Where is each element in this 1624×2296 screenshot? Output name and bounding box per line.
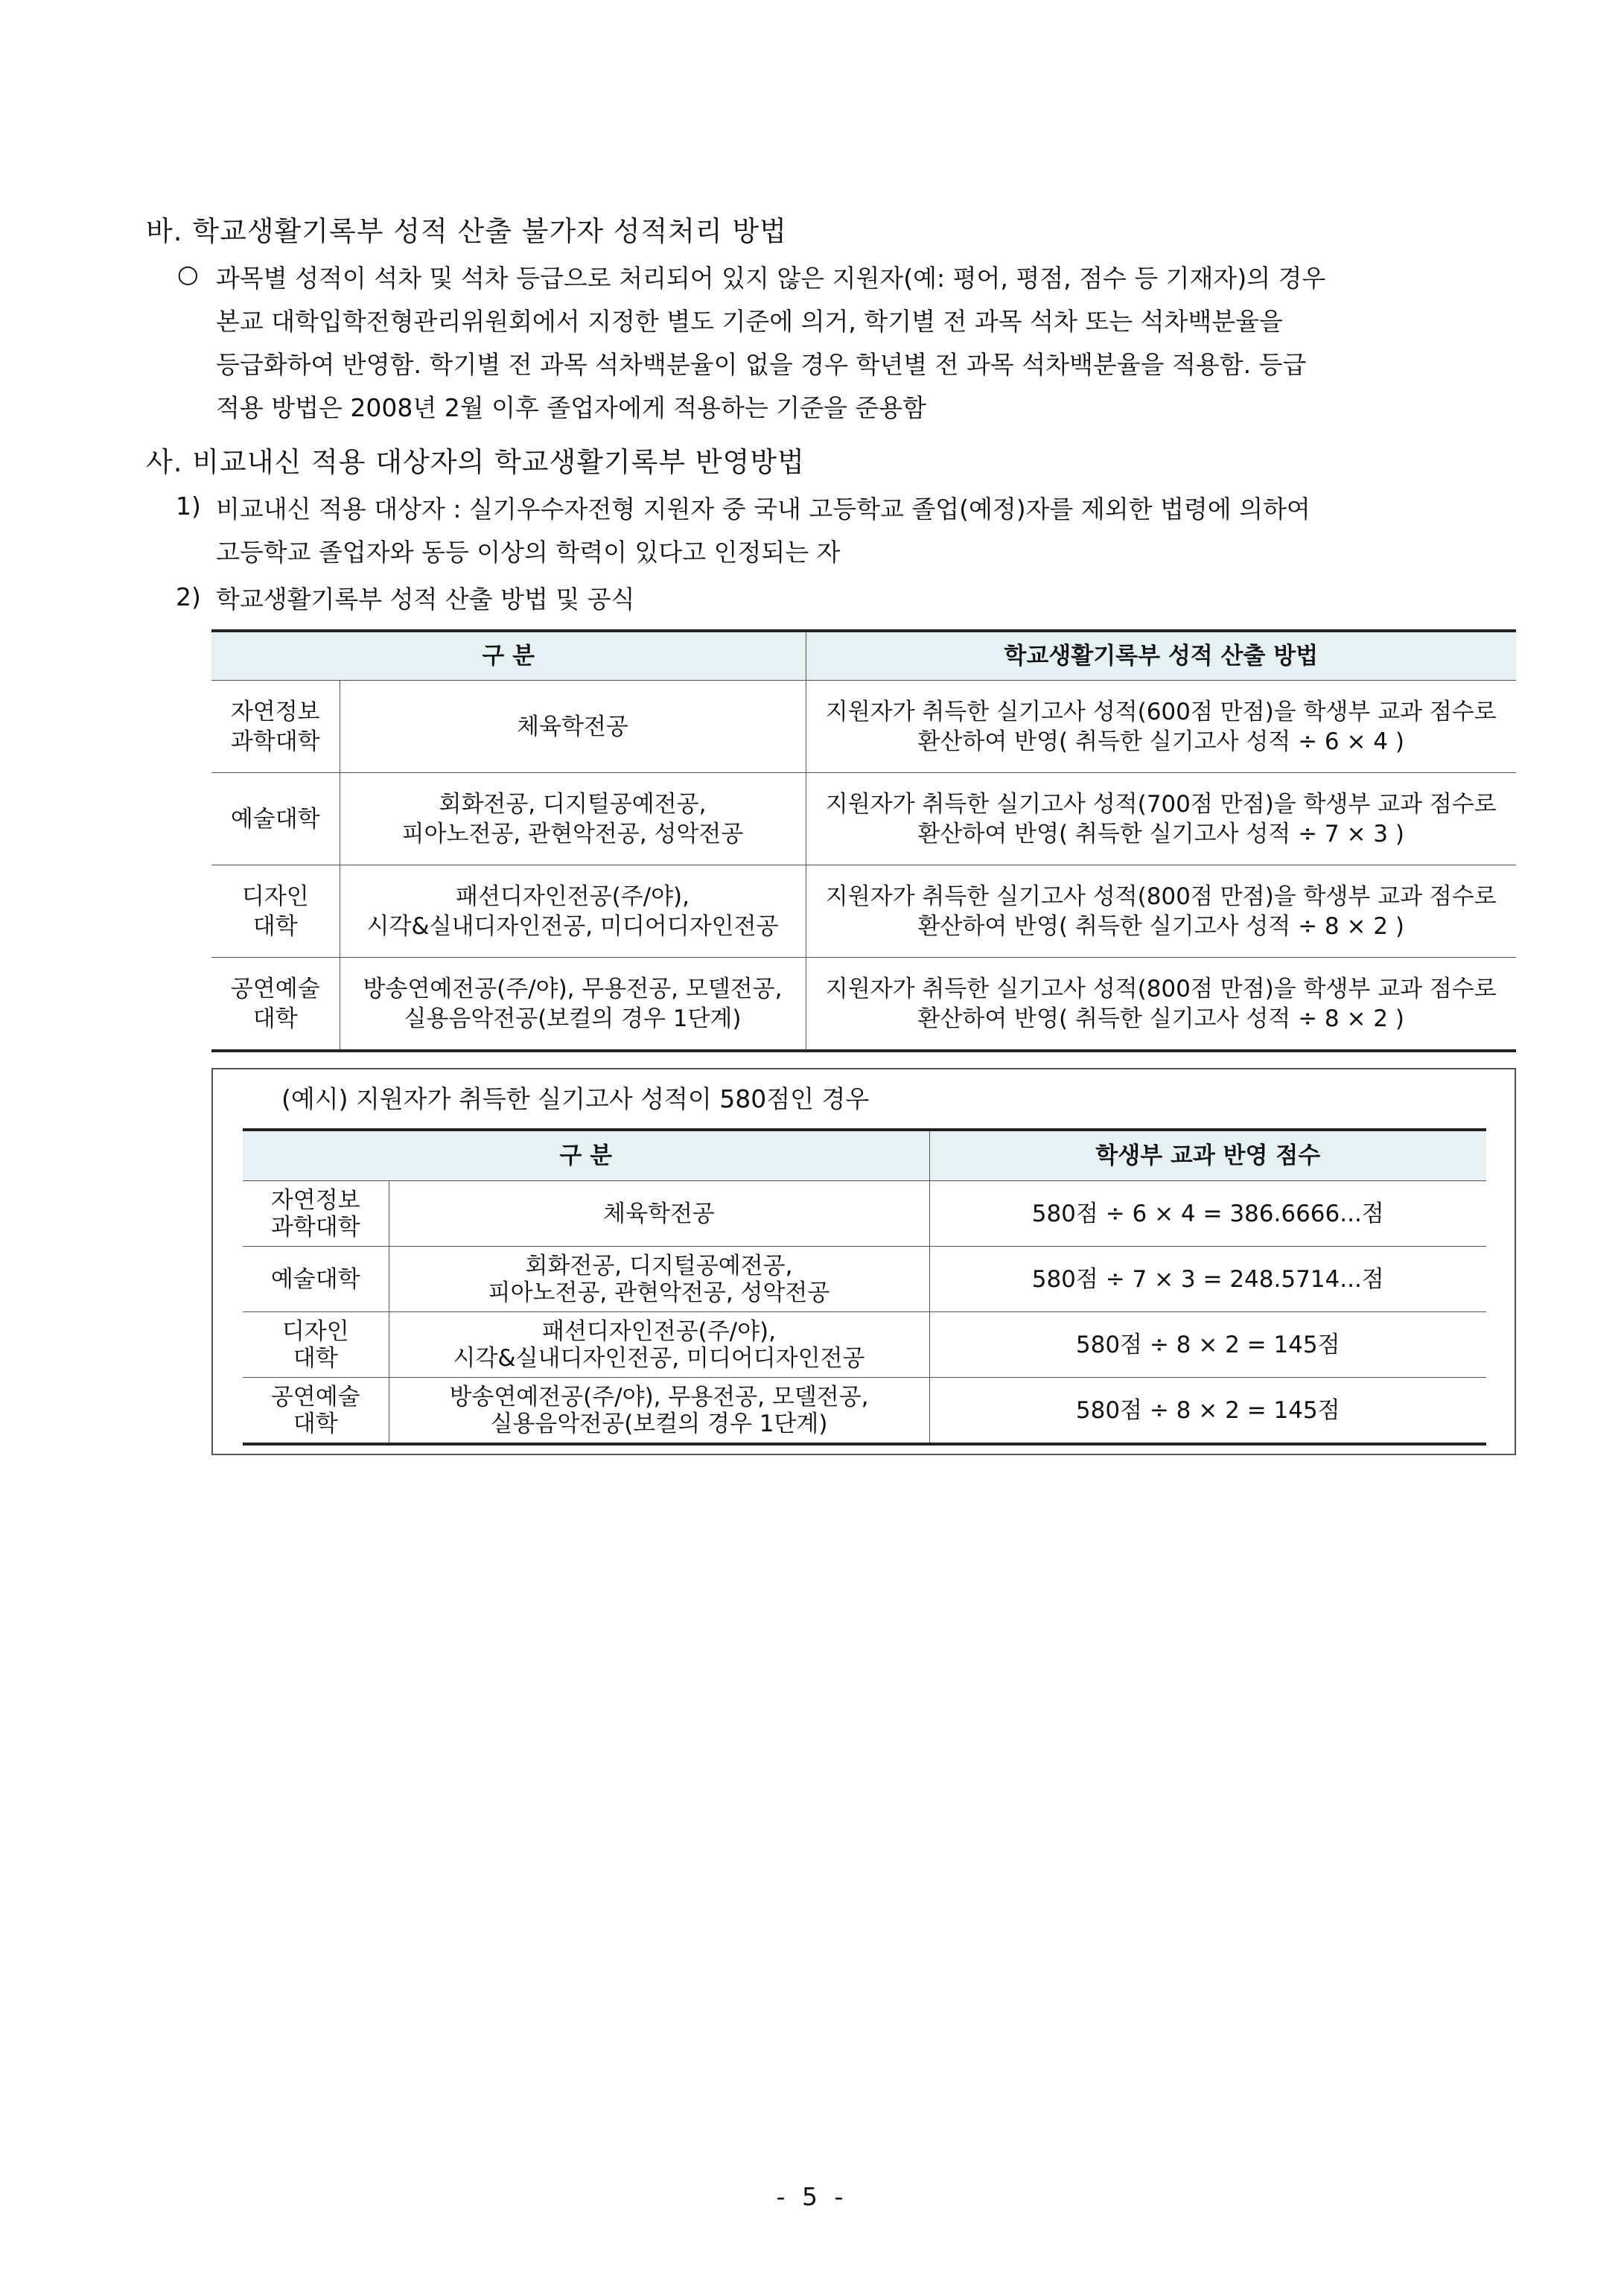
- major-text: 피아노전공, 관현악전공, 성악전공: [488, 1279, 830, 1306]
- major-cell: [340, 681, 806, 773]
- method-cell: [806, 773, 1516, 865]
- major-text: 회화전공, 디지털공예전공,: [525, 1252, 793, 1279]
- item1-line-2: 고등학교 졸업자와 동등 이상의 학력이 있다고 인정되는 자: [216, 538, 841, 567]
- method-text: 지원자가 취득한 실기고사 성적(800점 만점)을 학생부 교과 점수로: [825, 883, 1497, 910]
- method-text: 지원자가 취득한 실기고사 성적(600점 만점)을 학생부 교과 점수로: [825, 698, 1497, 725]
- major-text: 체육학전공: [603, 1200, 715, 1227]
- score-cell: 580점 ÷ 8 × 2 = 145점: [929, 1312, 1486, 1378]
- method-text: 환산하여 반영( 취득한 실기고사 성적 ÷ 8 × 2 ): [917, 912, 1404, 940]
- section-ba-line-4: 적용 방법은 2008년 2월 이후 졸업자에게 적용하는 기준을 준용함: [216, 393, 926, 422]
- major-cell: [340, 958, 806, 1052]
- college-text: 대학: [293, 1410, 338, 1437]
- major-text: 실용음악전공(보컬의 경우 1단계): [404, 1005, 742, 1032]
- college-cell: [243, 1181, 389, 1247]
- major-text: 체육학전공: [517, 713, 628, 740]
- college-cell: [243, 1378, 389, 1445]
- table-header-row: [211, 631, 1516, 681]
- header-category: 구 분: [211, 631, 806, 681]
- college-text: 예술대학: [230, 805, 320, 833]
- major-text: 회화전공, 디지털공예전공,: [439, 790, 707, 818]
- score-cell: 580점 ÷ 6 × 4 = 386.6666...점: [929, 1181, 1486, 1247]
- college-cell: [243, 1247, 389, 1312]
- score-cell: 580점 ÷ 7 × 3 = 248.5714...점: [929, 1247, 1486, 1312]
- college-text: 공연예술: [270, 1383, 360, 1411]
- table-row: [243, 1312, 1486, 1378]
- major-text: 패션디자인전공(주/야),: [542, 1317, 776, 1345]
- table-header-row: [243, 1130, 1486, 1181]
- college-text: 과학대학: [270, 1213, 360, 1241]
- college-text: 디자인: [241, 883, 309, 910]
- major-cell: [389, 1378, 929, 1445]
- header-score: 학생부 교과 반영 점수: [929, 1130, 1486, 1181]
- method-text: 환산하여 반영( 취득한 실기고사 성적 ÷ 7 × 3 ): [917, 820, 1404, 848]
- college-cell: [243, 1312, 389, 1378]
- college-text: 디자인: [281, 1317, 349, 1345]
- item2-text: 학교생활기록부 성적 산출 방법 및 공식: [216, 585, 635, 614]
- grade-calculation-table: [211, 629, 1516, 1052]
- method-text: 지원자가 취득한 실기고사 성적(700점 만점)을 학생부 교과 점수로: [825, 790, 1497, 818]
- bullet-circle: ○: [177, 259, 199, 288]
- major-text: 방송연예전공(주/야), 무용전공, 모델전공,: [363, 975, 783, 1002]
- page-number: - 5 -: [776, 2182, 848, 2211]
- table-row: [211, 773, 1516, 865]
- table-row: [243, 1247, 1486, 1312]
- college-text: 대학: [252, 1005, 298, 1032]
- header-category: 구 분: [243, 1130, 929, 1181]
- college-text: 자연정보: [270, 1186, 360, 1214]
- method-cell: [806, 865, 1516, 958]
- section-ba-line-3: 등급화하여 반영함. 학기별 전 과목 석차백분율이 없을 경우 학년별 전 과목 석차백분율을 적용함. 등급: [216, 350, 1307, 379]
- table-row: [243, 1378, 1486, 1445]
- table-row: [243, 1181, 1486, 1247]
- table-row: [211, 958, 1516, 1052]
- major-cell: [389, 1312, 929, 1378]
- table-row: [211, 865, 1516, 958]
- college-text: 과학대학: [230, 728, 320, 755]
- college-cell: [211, 773, 340, 865]
- section-sa-heading: 사. 비교내신 적용 대상자의 학교생활기록부 반영방법: [146, 446, 805, 478]
- example-score-table: [243, 1128, 1486, 1446]
- major-text: 시각&실내디자인전공, 미디어디자인전공: [366, 912, 779, 940]
- method-text: 환산하여 반영( 취득한 실기고사 성적 ÷ 6 × 4 ): [917, 728, 1404, 755]
- score-cell: 580점 ÷ 8 × 2 = 145점: [929, 1378, 1486, 1445]
- section-ba-line-2: 본교 대학입학전형관리위원회에서 지정한 별도 기준에 의거, 학기별 전 과목 석차 또는 석차백분율을: [216, 307, 1283, 336]
- major-text: 방송연예전공(주/야), 무용전공, 모델전공,: [449, 1383, 869, 1411]
- college-cell: [211, 865, 340, 958]
- method-text: 환산하여 반영( 취득한 실기고사 성적 ÷ 8 × 2 ): [917, 1005, 1404, 1032]
- major-text: 패션디자인전공(주/야),: [456, 883, 690, 910]
- college-text: 대학: [293, 1344, 338, 1372]
- major-cell: [340, 865, 806, 958]
- major-cell: [340, 773, 806, 865]
- college-text: 공연예술: [230, 975, 320, 1002]
- item1-number: 1): [176, 492, 201, 521]
- college-text: 자연정보: [230, 698, 320, 725]
- college-text: 예술대학: [270, 1265, 360, 1293]
- major-text: 실용음악전공(보컬의 경우 1단계): [490, 1410, 828, 1437]
- major-cell: [389, 1247, 929, 1312]
- major-text: 시각&실내디자인전공, 미디어디자인전공: [453, 1344, 865, 1372]
- college-cell: [211, 681, 340, 773]
- table-row: [211, 681, 1516, 773]
- section-ba-heading: 바. 학교생활기록부 성적 산출 불가자 성적처리 방법: [146, 215, 787, 247]
- item2-number: 2): [176, 582, 201, 611]
- major-cell: [389, 1181, 929, 1247]
- method-text: 지원자가 취득한 실기고사 성적(800점 만점)을 학생부 교과 점수로: [825, 975, 1497, 1002]
- header-method: 학교생활기록부 성적 산출 방법: [806, 631, 1516, 681]
- example-caption: (예시) 지원자가 취득한 실기고사 성적이 580점인 경우: [281, 1084, 870, 1113]
- major-text: 피아노전공, 관현악전공, 성악전공: [401, 820, 744, 848]
- college-text: 대학: [252, 912, 298, 940]
- item1-line-1: 비교내신 적용 대상자 : 실기우수자전형 지원자 중 국내 고등학교 졸업(예정)자를 제외한 법령에 의하여: [216, 495, 1311, 524]
- method-cell: [806, 958, 1516, 1052]
- section-ba-line-1: 과목별 성적이 석차 및 석차 등급으로 처리되어 있지 않은 지원자(예: 평어, 평점, 점수 등 기재자)의 경우: [216, 264, 1326, 293]
- method-cell: [806, 681, 1516, 773]
- college-cell: [211, 958, 340, 1052]
